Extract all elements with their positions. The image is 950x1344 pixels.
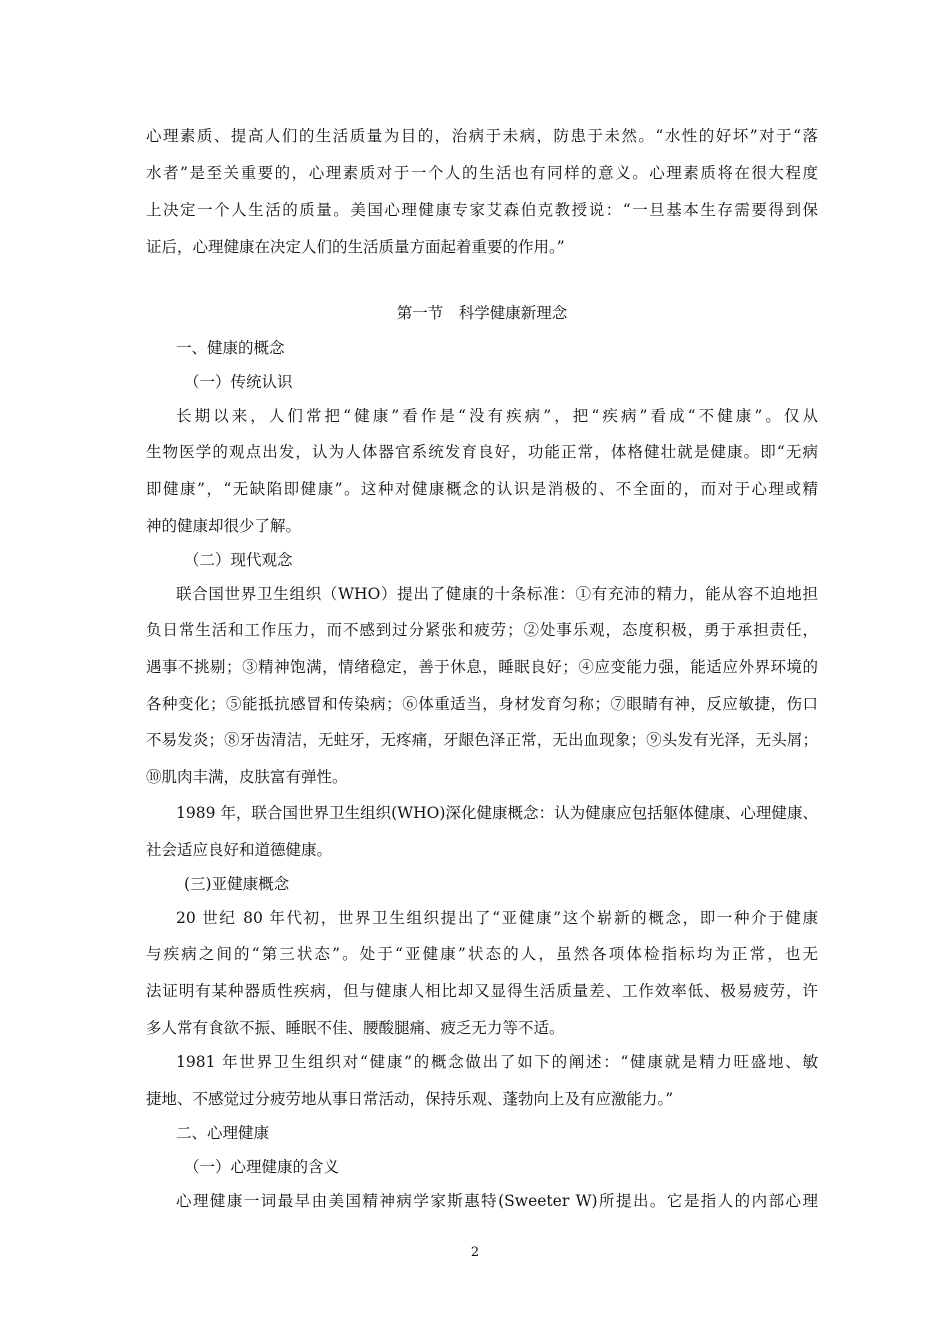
subhealth-line-2: 与疾病之间的“第三状态”。处于“亚健康”状态的人，虽然各项体检指标均为正常，也无	[146, 945, 818, 963]
mental-line-1: 心理健康一词最早由美国精神病学家斯惠特(Sweeter W)所提出。它是指人的内部心理	[176, 1192, 818, 1210]
traditional-line-3: 即健康”，“无缺陷即健康”。这种对健康概念的认识是消极的、不全面的，而对于心理或精	[146, 480, 818, 498]
intro-line-3: 上决定一个人生活的质量。美国心理健康专家艾森伯克教授说：“一旦基本生存需要得到保	[146, 201, 818, 219]
intro-line-1: 心理素质、提高人们的生活质量为目的，治病于未病，防患于未然。“水性的好坏”对于“落	[146, 127, 818, 145]
who1989-line-1: 1989 年，联合国世界卫生组织(WHO)深化健康概念：认为健康应包括躯体健康、心理健康、	[176, 804, 818, 822]
heading-health-concept: 一、健康的概念	[176, 339, 285, 357]
subhealth-line-4: 多人常有食欲不振、睡眠不佳、腰酸腿痛、疲乏无力等不适。	[146, 1019, 565, 1037]
subheading-modern: （二）现代观念	[184, 551, 293, 569]
modern-line-1: 联合国世界卫生组织（WHO）提出了健康的十条标准：①有充沛的精力，能从容不迫地担	[176, 585, 818, 603]
heading-mental-health: 二、心理健康	[176, 1124, 270, 1142]
traditional-line-2: 生物医学的观点出发，认为人体器官系统发育良好，功能正常，体格健壮就是健康。即“无病	[146, 443, 818, 461]
traditional-line-1: 长期以来，人们常把“健康”看作是“没有疾病”，把“疾病”看成“不健康”。仅从	[176, 407, 818, 425]
modern-line-4: 各种变化；⑤能抵抗感冒和传染病；⑥体重适当，身材发育匀称；⑦眼睛有神，反应敏捷，伤口	[146, 695, 818, 713]
who1981-line-1: 1981 年世界卫生组织对“健康”的概念做出了如下的阐述：“健康就是精力旺盛地、敏	[176, 1053, 818, 1071]
modern-line-6: ⑩肌肉丰满，皮肤富有弹性。	[146, 768, 348, 786]
subheading-traditional: （一）传统认识	[184, 373, 293, 391]
subheading-mental-meaning: （一）心理健康的含义	[184, 1158, 340, 1176]
who1989-line-2: 社会适应良好和道德健康。	[146, 841, 333, 859]
subhealth-line-1: 20 世纪 80 年代初，世界卫生组织提出了“亚健康”这个崭新的概念，即一种介于健康	[176, 909, 818, 927]
subheading-subhealth: (三)亚健康概念	[184, 875, 290, 893]
modern-line-3: 遇事不挑剔；③精神饱满，情绪稳定，善于休息，睡眠良好；④应变能力强，能适应外界环境的	[146, 658, 818, 676]
subhealth-line-3: 法证明有某种器质性疾病，但与健康人相比却又显得生活质量差、工作效率低、极易疲劳，许	[146, 982, 818, 1000]
intro-line-4: 证后，心理健康在决定人们的生活质量方面起着重要的作用。”	[146, 238, 565, 256]
modern-line-5: 不易发炎；⑧牙齿清洁，无蛀牙，无疼痛，牙龈色泽正常，无出血现象；⑨头发有光泽，无头屑；	[146, 731, 818, 749]
modern-line-2: 负日常生活和工作压力，而不感到过分紧张和疲劳；②处事乐观，态度积极，勇于承担责任，	[146, 621, 818, 639]
who1981-line-2: 捷地、不感觉过分疲劳地从事日常活动，保持乐观、蓬勃向上及有应激能力。”	[146, 1090, 674, 1108]
intro-line-2: 水者”是至关重要的，心理素质对于一个人的生活也有同样的意义。心理素质将在很大程度	[146, 164, 818, 182]
section-title: 第一节 科学健康新理念	[396, 304, 568, 322]
page-number: 2	[470, 1245, 480, 1260]
traditional-line-4: 神的健康却很少了解。	[146, 517, 302, 535]
